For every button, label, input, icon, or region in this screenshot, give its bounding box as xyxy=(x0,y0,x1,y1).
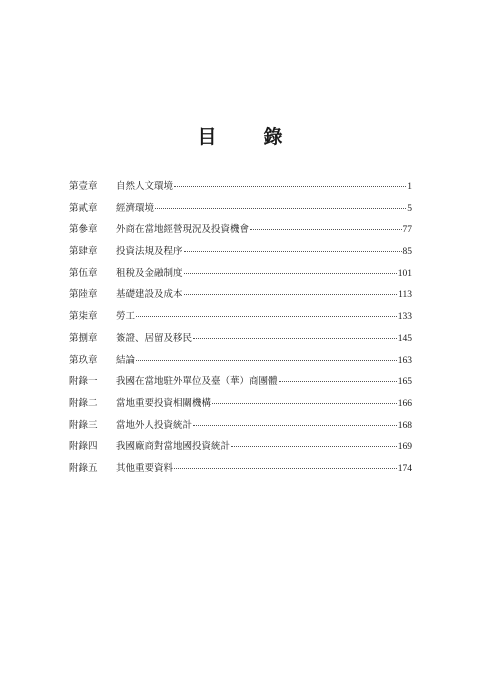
dot-leader xyxy=(136,360,397,361)
toc-entry-title: 我國廠商對當地國投資統計 xyxy=(116,441,231,453)
toc-entry-title: 外商在當地經營現況及投資機會 xyxy=(116,224,250,236)
toc-entry-title: 租稅及金融制度 xyxy=(116,267,183,279)
toc-entry[interactable] xyxy=(69,352,412,374)
toc-entry-title: 當地外人投資統計 xyxy=(116,419,193,431)
toc-entry-title: 自然人文環境 xyxy=(116,181,174,192)
dot-leader xyxy=(155,208,406,209)
toc-entry[interactable] xyxy=(69,460,412,482)
toc-entry-page: 113 xyxy=(398,290,412,301)
dot-leader xyxy=(250,229,401,230)
toc-entry[interactable] xyxy=(69,438,412,460)
dot-leader xyxy=(184,251,402,252)
toc-entry-title: 經濟環境 xyxy=(116,202,155,214)
dot-leader xyxy=(184,273,397,274)
toc-entry-page: 166 xyxy=(397,398,412,409)
toc-entry-title: 我國在當地駐外單位及臺（華）商團體 xyxy=(116,376,278,388)
toc-entry-label: 第陸章 xyxy=(69,289,98,301)
toc-entry-page: 133 xyxy=(397,312,412,323)
toc-entry[interactable] xyxy=(69,178,412,200)
toc-entry-label: 第壹章 xyxy=(69,181,98,192)
dot-leader xyxy=(193,338,397,339)
toc-entry-page: 165 xyxy=(397,377,412,388)
toc-entry[interactable] xyxy=(69,286,412,308)
toc-entry-page: 168 xyxy=(397,420,412,431)
toc-entry[interactable] xyxy=(69,265,412,287)
toc-entry-label: 第參章 xyxy=(69,224,98,236)
toc-entry-label: 第柒章 xyxy=(69,311,98,323)
toc-entry-label: 第貳章 xyxy=(69,202,98,214)
toc-entry-page: 145 xyxy=(397,333,412,344)
dot-leader xyxy=(174,186,406,187)
toc-entry-title: 勞工 xyxy=(116,311,136,323)
toc-entry-label: 附錄三 xyxy=(69,419,98,431)
toc-entry[interactable] xyxy=(69,330,412,352)
toc-entry-label: 第肆章 xyxy=(69,246,98,258)
toc-entry-page: 85 xyxy=(402,247,412,258)
dot-leader xyxy=(231,446,397,447)
toc-entry-label: 第玖章 xyxy=(69,354,98,366)
dot-leader xyxy=(184,294,398,295)
toc-entry-title: 基礎建設及成本 xyxy=(116,289,183,301)
toc-entry-title: 投資法規及程序 xyxy=(116,246,183,258)
dot-leader xyxy=(174,468,397,469)
toc-entry[interactable] xyxy=(69,200,412,222)
toc-entry-page: 5 xyxy=(407,203,412,214)
toc-entry-label: 附錄一 xyxy=(69,376,98,388)
toc-entry[interactable] xyxy=(69,373,412,395)
page-title: 目 錄 xyxy=(197,126,297,148)
toc-entry-page: 163 xyxy=(397,355,412,366)
toc-entry-label: 附錄五 xyxy=(69,462,98,474)
toc-entry[interactable] xyxy=(69,417,412,439)
toc-entry-title: 當地重要投資相關機構 xyxy=(116,397,212,409)
toc-entry-title: 簽證、居留及移民 xyxy=(116,332,193,344)
dot-leader xyxy=(136,316,397,317)
toc-entry[interactable] xyxy=(69,243,412,265)
toc-entry-label: 第捌章 xyxy=(69,332,98,344)
dot-leader xyxy=(279,381,397,382)
toc-entry-page: 77 xyxy=(402,225,412,236)
toc-entry-page: 1 xyxy=(407,182,412,192)
toc-entry-label: 附錄四 xyxy=(69,441,98,453)
dot-leader xyxy=(212,403,397,404)
toc-entry[interactable] xyxy=(69,308,412,330)
toc-entry-page: 174 xyxy=(397,463,412,474)
toc-entry-page: 101 xyxy=(397,268,412,279)
table-of-contents xyxy=(69,178,412,482)
toc-entry-label: 附錄二 xyxy=(69,397,98,409)
toc-entry-title: 結論 xyxy=(116,354,136,366)
toc-entry[interactable] xyxy=(69,221,412,243)
toc-entry[interactable] xyxy=(69,395,412,417)
toc-entry-label: 第伍章 xyxy=(69,267,98,279)
toc-entry-page: 169 xyxy=(397,442,412,453)
toc-entry-title: 其他重要資料 xyxy=(116,462,174,474)
dot-leader xyxy=(193,425,397,426)
